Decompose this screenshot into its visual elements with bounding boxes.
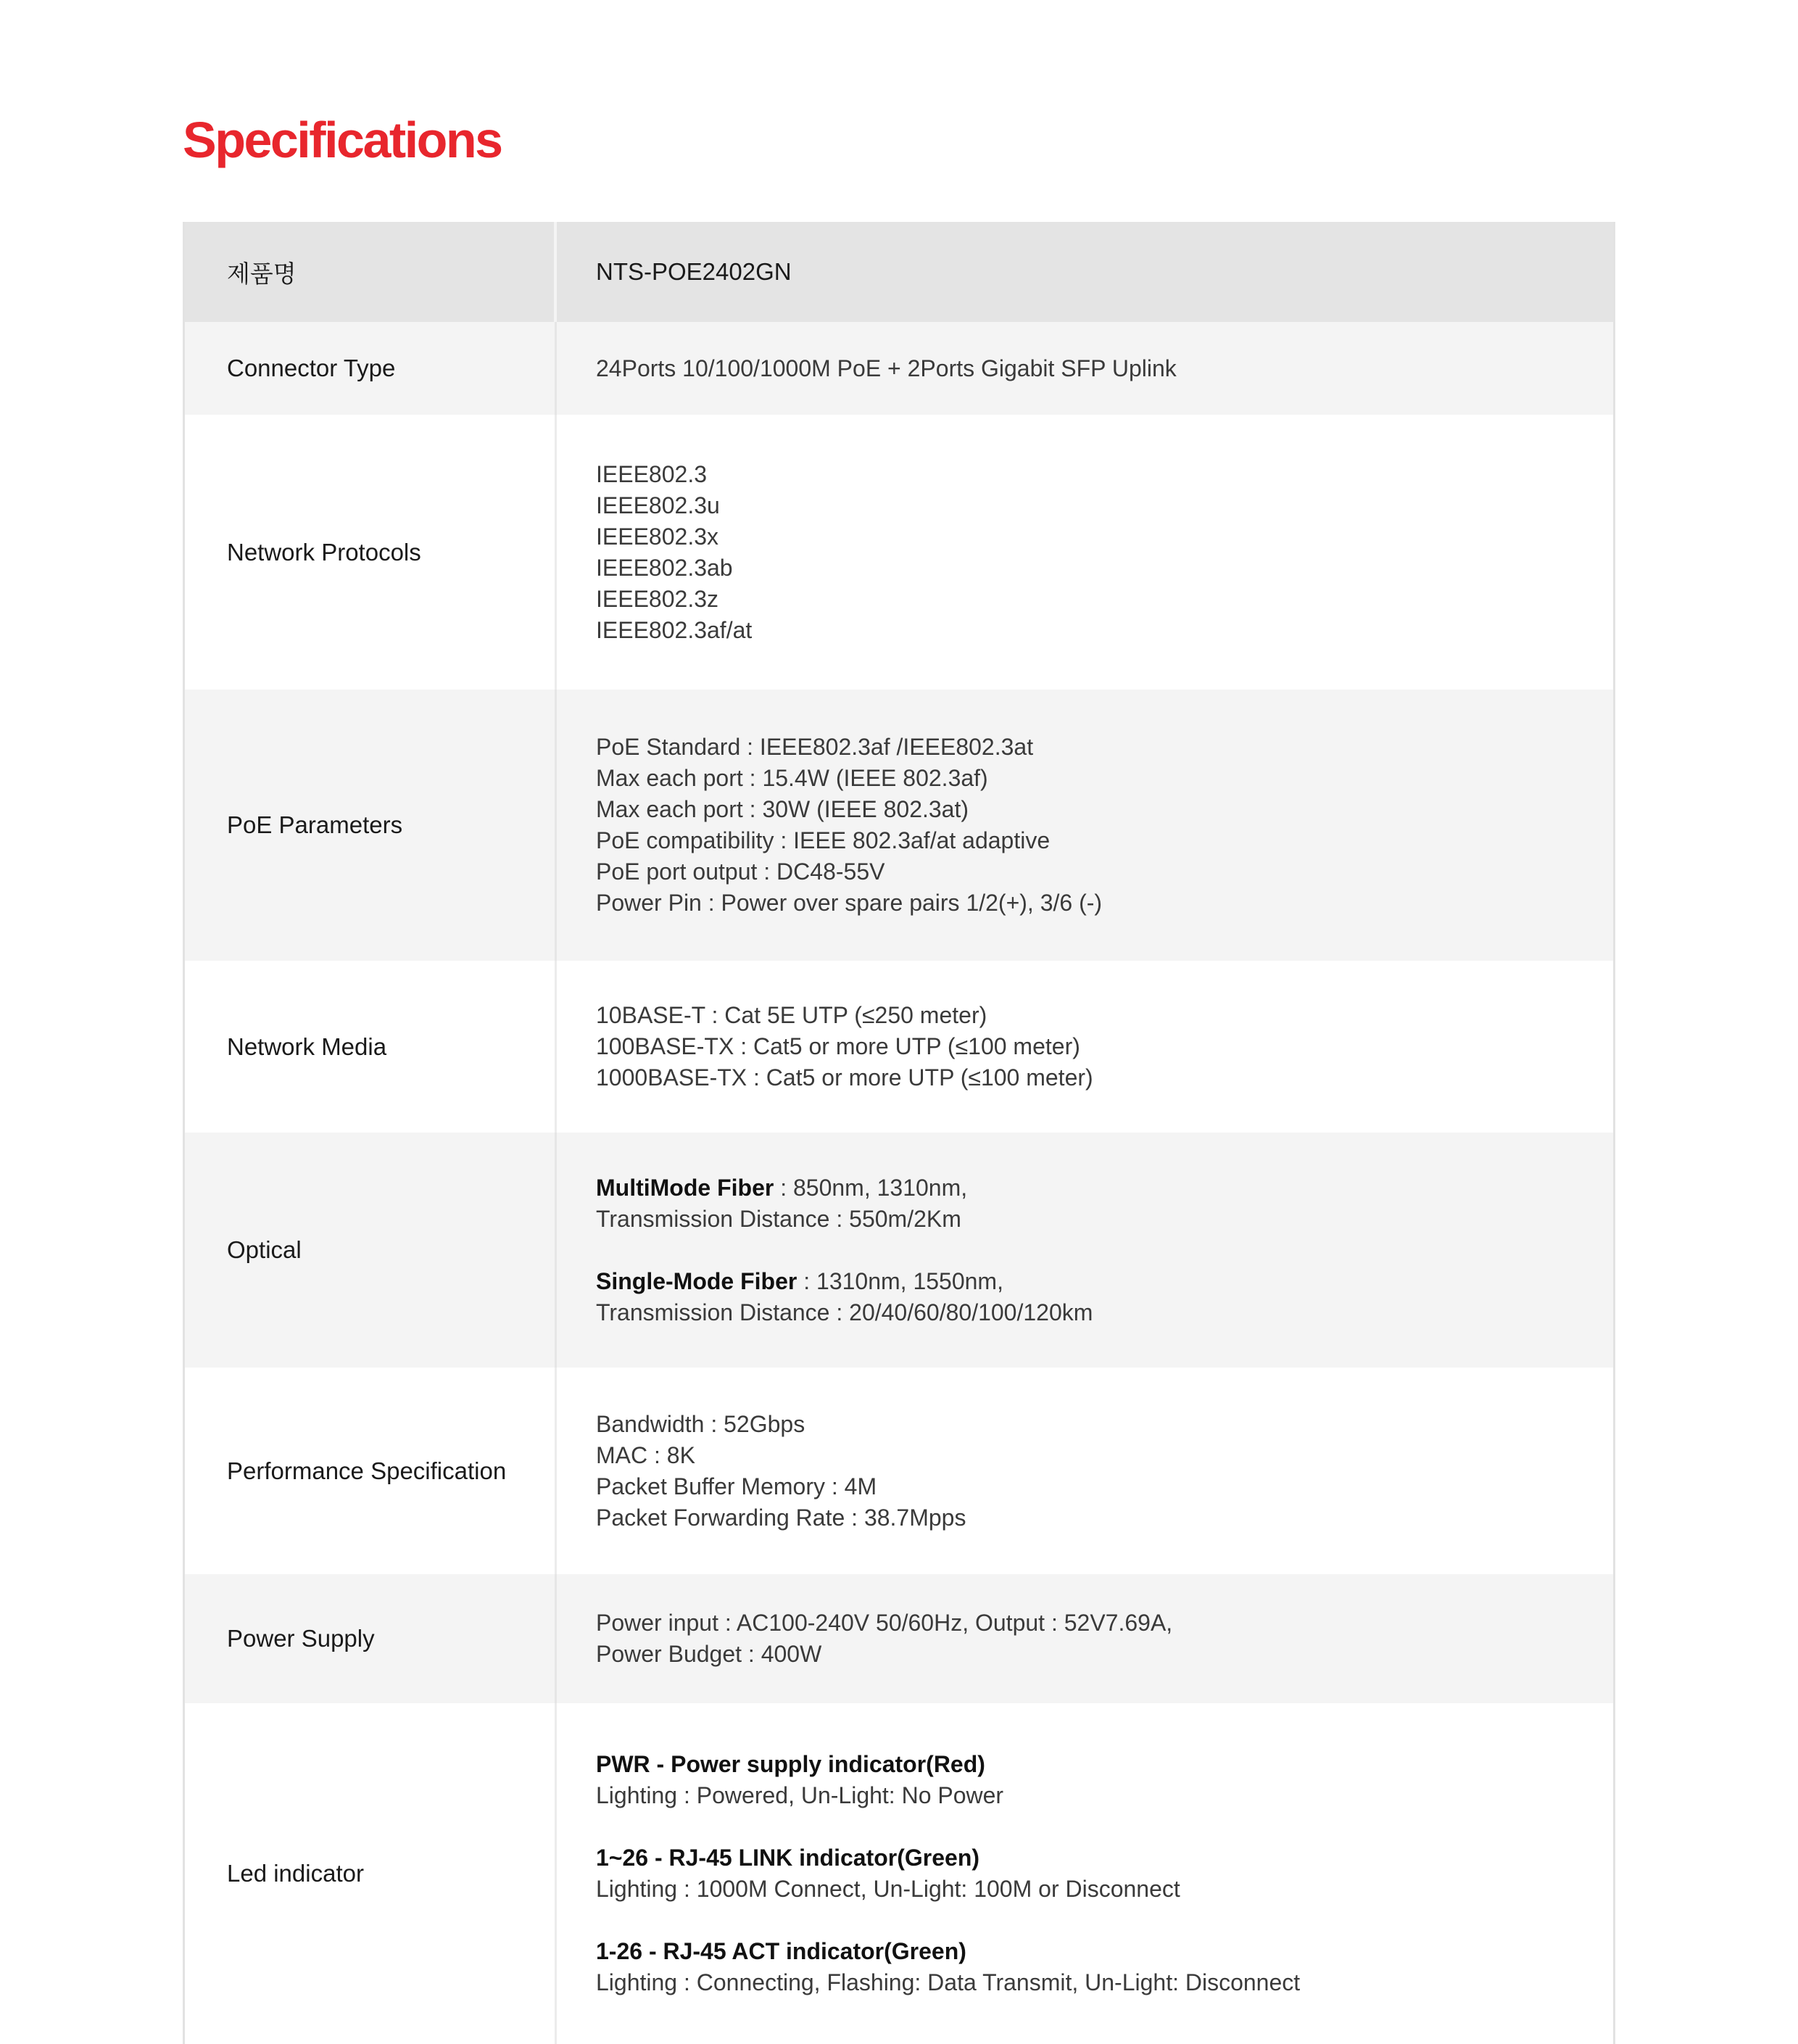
row-value: 24Ports 10/100/1000M PoE + 2Ports Gigabit SFP Uplink	[596, 355, 1177, 381]
value-line: Max each port : 30W (IEEE 802.3at)	[596, 796, 969, 822]
row-value	[557, 1133, 1613, 1368]
row-label: Power Supply	[185, 1574, 557, 1703]
value-line: IEEE802.3x	[596, 523, 718, 550]
row-label: Performance Specification	[185, 1368, 557, 1574]
led-pwr-detail: Lighting : Powered, Un-Light: No Power	[596, 1782, 1004, 1808]
table-row-optical	[185, 1133, 1613, 1368]
row-label: Network Protocols	[185, 415, 557, 690]
led-link-detail: Lighting : 1000M Connect, Un-Light: 100M or Disconnect	[596, 1876, 1180, 1902]
table-row-led-indicator	[185, 1703, 1613, 2044]
value-line: 100BASE-TX : Cat5 or more UTP (≤100 meter)	[596, 1033, 1080, 1059]
value-line: Packet Buffer Memory : 4M	[596, 1473, 877, 1499]
led-pwr-title: PWR - Power supply indicator(Red)	[596, 1751, 985, 1777]
row-label: 제품명	[185, 222, 557, 322]
value-line: Transmission Distance : 550m/2Km	[596, 1205, 961, 1232]
row-value	[557, 690, 1613, 961]
multimode-detail: : 850nm, 1310nm,	[774, 1174, 968, 1201]
table-row-poe-parameters	[185, 690, 1613, 961]
row-label: Connector Type	[185, 322, 557, 415]
value-line: 10BASE-T : Cat 5E UTP (≤250 meter)	[596, 1002, 987, 1028]
value-line: Bandwidth : 52Gbps	[596, 1410, 805, 1437]
value-line: IEEE802.3z	[596, 585, 718, 612]
multimode-line	[596, 1172, 1093, 1204]
table-row-network-media	[185, 961, 1613, 1133]
led-link-title: 1~26 - RJ-45 LINK indicator(Green)	[596, 1845, 980, 1871]
value-line: PoE compatibility : IEEE 802.3af/at adaptive	[596, 827, 1051, 853]
table-row-power-supply	[185, 1574, 1613, 1703]
table-row-network-protocols	[185, 415, 1613, 690]
spacer	[596, 1905, 1300, 1936]
value-line: Max each port : 15.4W (IEEE 802.3af)	[596, 765, 988, 791]
singlemode-title: Single-Mode Fiber	[596, 1267, 798, 1294]
spacer	[596, 1811, 1300, 1842]
led-act-detail: Lighting : Connecting, Flashing: Data Transmit, Un-Light: Disconnect	[596, 1969, 1301, 1995]
value-line: IEEE802.3u	[596, 492, 720, 518]
multimode-title: MultiMode Fiber	[596, 1174, 774, 1201]
value-line: PoE port output : DC48-55V	[596, 858, 885, 885]
value-line: IEEE802.3ab	[596, 554, 733, 581]
row-value	[557, 415, 1613, 690]
spec-table	[183, 222, 1615, 2044]
row-label: Led indicator	[185, 1703, 557, 2044]
table-row-performance	[185, 1368, 1613, 1574]
row-value: NTS-POE2402GN	[596, 258, 792, 285]
value-line: 1000BASE-TX : Cat5 or more UTP (≤100 meter)	[596, 1064, 1093, 1091]
value-line: Power Pin : Power over spare pairs 1/2(+), 3/6 (-)	[596, 890, 1103, 916]
spacer	[596, 1235, 1093, 1266]
page-title: Specifications	[183, 112, 502, 168]
value-line: Packet Forwarding Rate : 38.7Mpps	[596, 1504, 966, 1531]
row-value	[557, 961, 1613, 1133]
singlemode-detail: : 1310nm, 1550nm,	[797, 1267, 1003, 1294]
value-line: MAC : 8K	[596, 1441, 695, 1468]
table-row-product	[185, 222, 1613, 322]
led-act-title: 1-26 - RJ-45 ACT indicator(Green)	[596, 1938, 966, 1964]
row-label: Network Media	[185, 961, 557, 1133]
row-label: Optical	[185, 1133, 557, 1368]
table-row-connector-type	[185, 322, 1613, 415]
row-value	[557, 1574, 1613, 1703]
row-value	[557, 1703, 1613, 2044]
value-line: Power Budget : 400W	[596, 1641, 822, 1667]
value-line: IEEE802.3af/at	[596, 616, 753, 643]
row-label: PoE Parameters	[185, 690, 557, 961]
row-value	[557, 1368, 1613, 1574]
value-line: PoE Standard : IEEE802.3af /IEEE802.3at	[596, 734, 1034, 760]
value-line: Power input : AC100-240V 50/60Hz, Output : 52V7.69A,	[596, 1610, 1173, 1636]
value-line: IEEE802.3	[596, 460, 707, 487]
singlemode-line	[596, 1266, 1093, 1297]
value-line: Transmission Distance : 20/40/60/80/100/120km	[596, 1299, 1093, 1325]
